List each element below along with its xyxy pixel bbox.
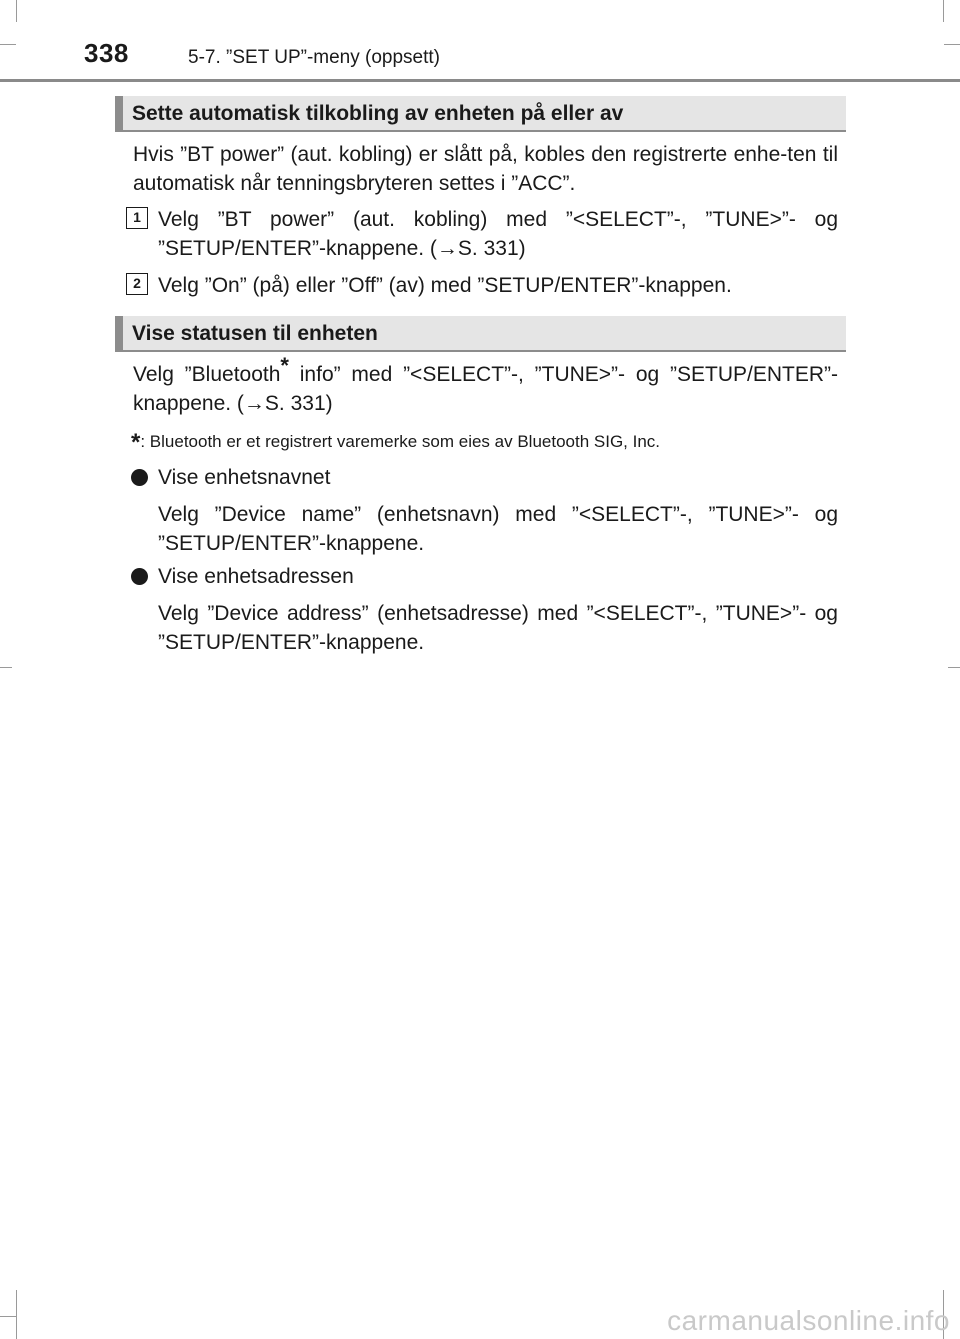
crop-mark <box>0 1316 16 1317</box>
intro-text: info” med ”<SELECT”-, ”TUNE>”- og ”SETUP/ENTER”-knappene. (→S. 331) <box>133 363 839 415</box>
step-number: 2 <box>126 273 148 295</box>
step-text: Velg ”BT power” (aut. kobling) med ”<SELECT”-, ”TUNE>”- og ”SETUP/ENTER”-knappene. (→S. 331) <box>158 208 838 260</box>
crop-mark <box>16 0 17 22</box>
bullet-icon <box>131 469 148 486</box>
step-text: Velg ”On” (på) eller ”Off” (av) med ”SETUP/ENTER”-knappen. <box>158 274 732 297</box>
footnote-mark: * <box>280 353 289 378</box>
intro-text: Velg ”Bluetooth <box>133 363 281 386</box>
section-intro: Hvis ”BT power” (aut. kobling) er slått på, kobles den registrerte enhe-ten til automatisk når tenningsbryteren settes i ”ACC”. <box>133 143 838 195</box>
section-heading-text: Vise statusen til enheten <box>132 322 378 345</box>
crop-mark <box>948 667 960 668</box>
section-heading-auto-connect <box>115 96 846 132</box>
bullet-title: Vise enhetsadressen <box>158 565 354 588</box>
section-intro <box>133 353 839 418</box>
bullet-text: Velg ”Device address” (enhetsadresse) med ”<SELECT”-, ”TUNE>”- og ”SETUP/ENTER”-knappene. <box>158 602 838 654</box>
footnote-text: : Bluetooth er et registrert varemerke som eies av Bluetooth SIG, Inc. <box>140 432 661 451</box>
crop-mark <box>0 667 12 668</box>
footnote-mark: * <box>131 429 141 456</box>
section-heading-device-status <box>115 316 846 352</box>
bullet-title: Vise enhetsnavnet <box>158 466 331 489</box>
bullet-icon <box>131 568 148 585</box>
footnote <box>131 429 660 457</box>
bullet-text: Velg ”Device name” (enhetsnavn) med ”<SELECT”-, ”TUNE>”- og ”SETUP/ENTER”-knappene. <box>158 503 838 555</box>
crop-mark <box>16 1290 17 1339</box>
watermark: carmanualsonline.info <box>667 1305 950 1336</box>
header-rule <box>0 79 960 82</box>
page-number: 338 <box>84 38 129 68</box>
step-number: 1 <box>126 207 148 229</box>
crop-mark <box>0 44 16 45</box>
section-heading-text: Sette automatisk tilkobling av enheten på eller av <box>132 102 624 125</box>
crop-mark <box>944 44 960 45</box>
crop-mark <box>943 0 944 22</box>
chapter-title: 5-7. ”SET UP”-meny (oppsett) <box>188 47 441 68</box>
